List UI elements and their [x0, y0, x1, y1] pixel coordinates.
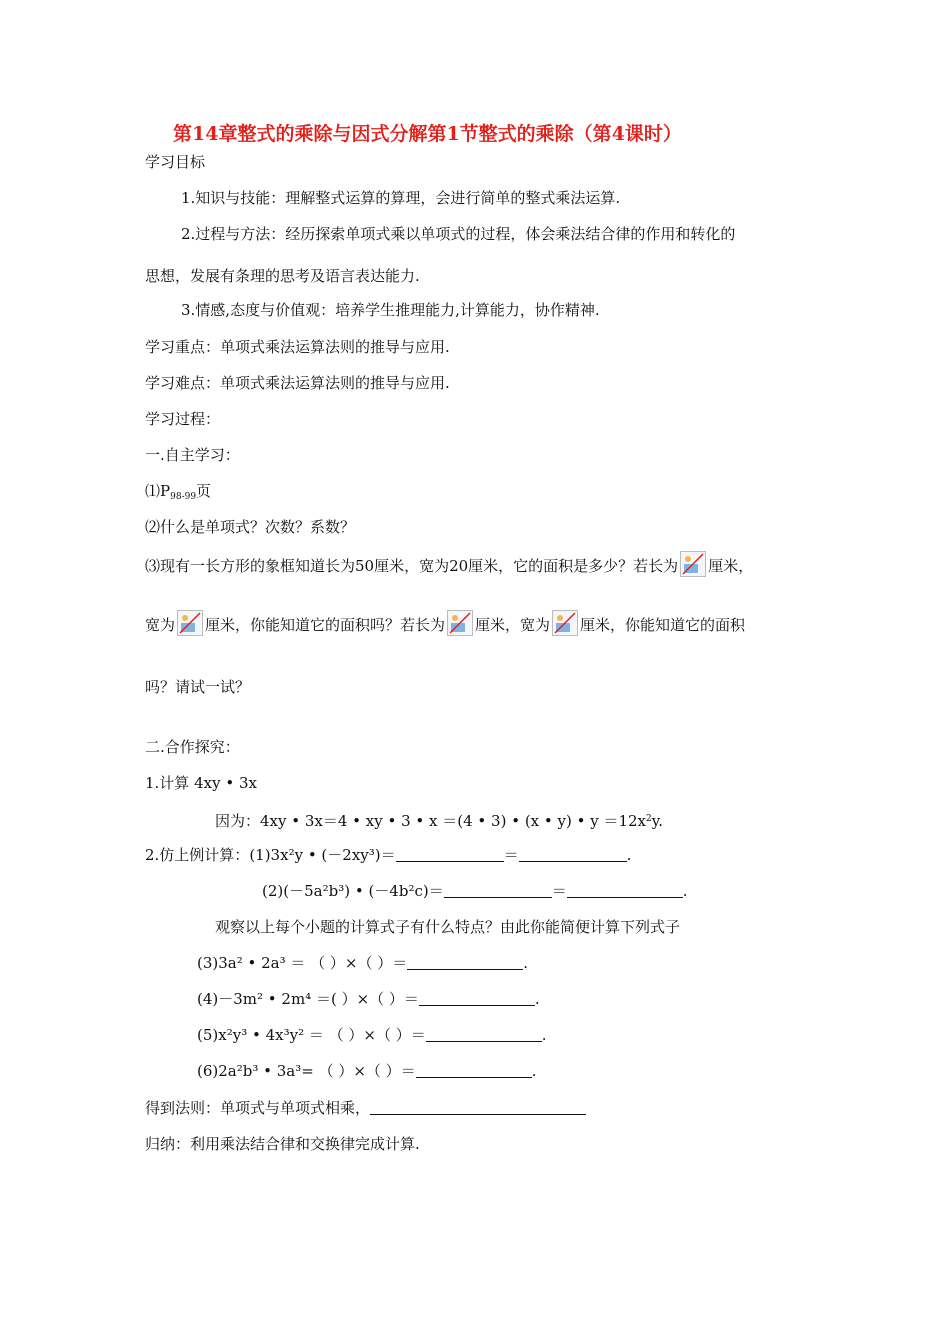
exercise-3-text: (3)3a² • 2a³ ＝ （ ）×（ ）＝	[197, 954, 408, 972]
question-1	[145, 481, 211, 507]
question-3-line-1	[145, 551, 753, 577]
question-3-line-2	[145, 610, 745, 636]
exercise-6	[197, 1061, 536, 1081]
question-2: ⑵什么是单项式？次数？系数？	[145, 518, 356, 536]
rule-text: 得到法则：单项式与单项式相乘，	[145, 1099, 371, 1117]
because-exponent: 2	[646, 814, 652, 824]
because-line	[215, 809, 663, 831]
question-3-text-b2: 厘米，你能知道它的面积吗？若长为	[205, 616, 446, 634]
broken-image-icon	[680, 551, 706, 577]
answer-blank[interactable]	[444, 883, 552, 898]
period: .	[534, 990, 540, 1008]
broken-image-icon	[447, 610, 473, 636]
objective-2-line-1: 2.过程与方法：经历探索单项式乘以单项式的过程，体会乘法结合律的作用和转化的	[181, 225, 736, 243]
answer-blank[interactable]	[396, 847, 504, 862]
section-2-heading: 二.合作探究：	[145, 738, 240, 756]
equals: ＝	[551, 882, 567, 900]
broken-image-icon	[177, 610, 203, 636]
exercise-5	[197, 1025, 547, 1045]
calc-2-line-2	[262, 881, 688, 901]
page-range: 98-99	[170, 492, 197, 502]
objective-3: 3.情感,态度与价值观：培养学生推理能力,计算能力，协作精神.	[181, 301, 600, 319]
answer-blank[interactable]	[426, 1027, 542, 1042]
difficulty: 学习难点：单项式乘法运算法则的推导与应用.	[145, 374, 450, 392]
question-1-suffix: 页	[196, 482, 212, 500]
answer-blank[interactable]	[407, 955, 523, 970]
process-heading: 学习过程：	[145, 410, 221, 428]
objectives-heading: 学习目标	[145, 153, 206, 171]
calc-1-label: 1.计算 4xy • 3x	[145, 774, 257, 792]
observe-text: 观察以上每个小题的计算式子有什么特点？由此你能简便计算下列式子	[215, 918, 681, 936]
answer-blank[interactable]	[416, 1063, 532, 1078]
exercise-4	[197, 989, 540, 1009]
objective-1: 1.知识与技能：理解整式运算的算理，会进行简单的整式乘法运算.	[181, 189, 621, 207]
exercise-4-text: (4)－3m² • 2m⁴ ＝( ）×（ ）＝	[197, 990, 419, 1008]
question-3-text-a: ⑶现有一长方形的象框知道长为50厘米，宽为20厘米，它的面积是多少？若长为	[145, 557, 679, 575]
key-point: 学习重点：单项式乘法运算法则的推导与应用.	[145, 338, 450, 356]
exercise-3	[197, 953, 528, 973]
calc-2-label: 2.仿上例计算：	[145, 846, 250, 864]
because-suffix: y.	[651, 812, 664, 830]
question-1-prefix: ⑴P	[145, 482, 171, 500]
question-3-line-3: 吗？请试一试？	[145, 678, 251, 696]
period: .	[531, 1062, 537, 1080]
period: .	[682, 882, 688, 900]
question-3-text-a-end: 厘米，	[708, 557, 754, 575]
calc-2-item-1: (1)3x²y • (－2xy³)＝	[249, 846, 396, 864]
answer-blank[interactable]	[519, 847, 627, 862]
period: .	[626, 846, 632, 864]
question-3-text-b4: 厘米，你能知道它的面积	[580, 616, 746, 634]
calc-2-item-2: (2)(－5a²b³) • (－4b²c)＝	[262, 882, 444, 900]
period: .	[523, 954, 529, 972]
calc-2-line-1	[145, 845, 631, 865]
question-3-text-b1: 宽为	[145, 616, 176, 634]
answer-blank[interactable]	[419, 991, 535, 1006]
exercise-6-text: (6)2a²b³ • 3a³= （ ）×（ ）＝	[197, 1062, 416, 1080]
summary-text: 归纳：利用乘法结合律和交换律完成计算.	[145, 1135, 420, 1153]
section-1-heading: 一.自主学习：	[145, 446, 240, 464]
question-3-text-b3: 厘米，宽为	[475, 616, 551, 634]
exercise-5-text: (5)x²y³ • 4x³y² ＝ （ ）×（ ）＝	[197, 1026, 426, 1044]
broken-image-icon	[552, 610, 578, 636]
page-title: 第14章整式的乘除与因式分解第1节整式的乘除（第4课时）	[173, 123, 682, 145]
rule-line	[145, 1098, 586, 1118]
objective-2-line-2: 思想，发展有条理的思考及语言表达能力.	[145, 267, 420, 285]
because-text: 因为：4xy • 3x＝4 • xy • 3 • x ＝(4 • 3) • (x • y) • y ＝12x	[215, 812, 647, 830]
equals: ＝	[503, 846, 519, 864]
answer-blank[interactable]	[567, 883, 683, 898]
answer-blank[interactable]	[370, 1100, 586, 1115]
period: .	[541, 1026, 547, 1044]
